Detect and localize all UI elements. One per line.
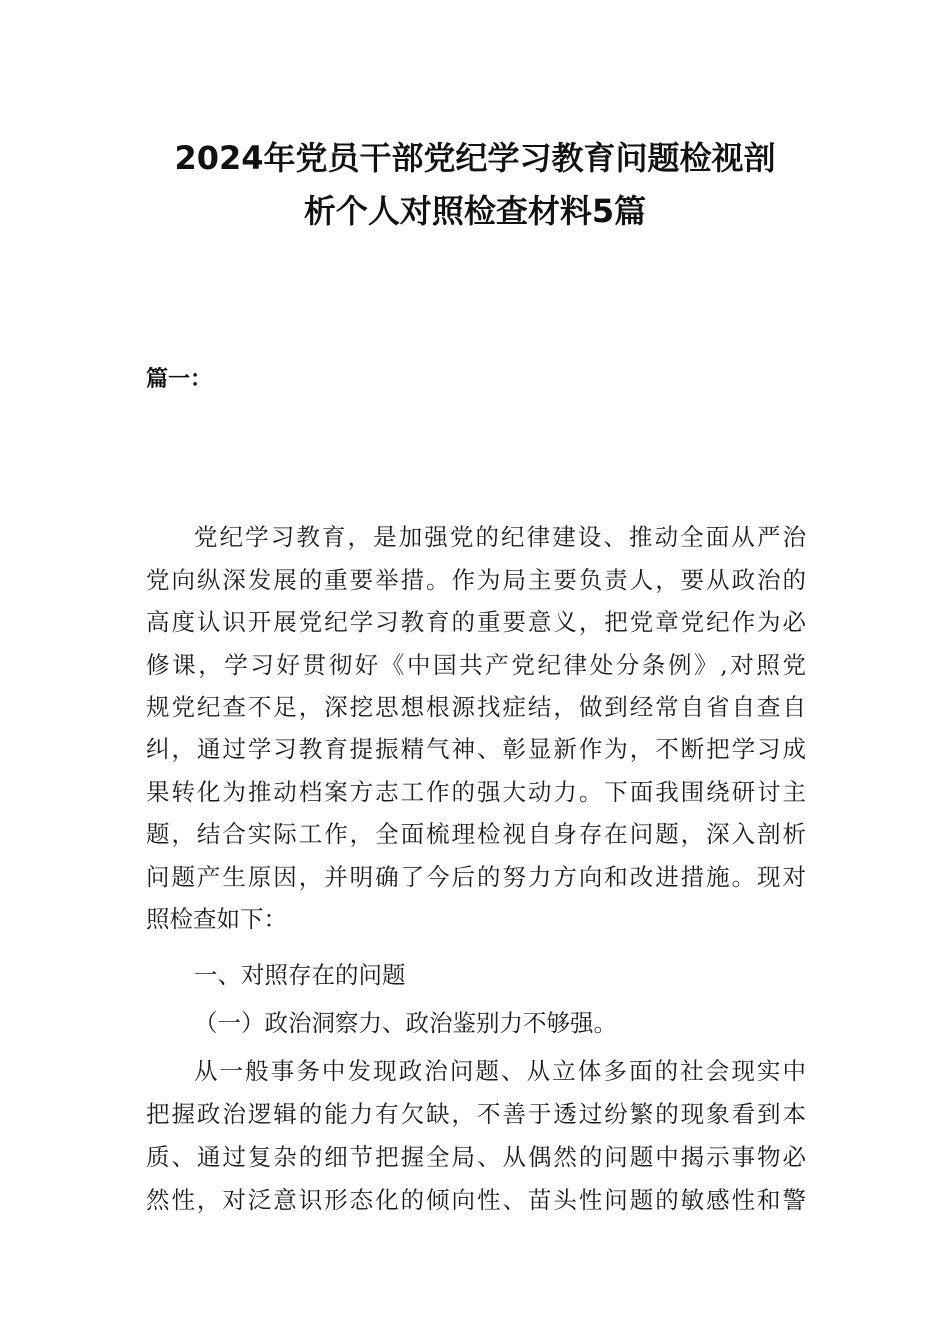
paragraph-2-line: 然性，对泛意识形态化的倾向性、苗头性问题的敏感性和警 [146,1186,806,1214]
document-title-line-2: 析个人对照检查材料5篇 [303,192,647,230]
paragraph-2-line: 从一般事务中发现政治问题、从立体多面的社会现实中 [194,1057,806,1085]
section-subheading: （一）政治洞察力、政治鉴别力不够强。 [194,1009,617,1037]
paragraph-2-line: 质、通过复杂的细节把握全局、从偶然的问题中揭示事物必 [146,1143,806,1171]
paragraph-1-line: 党纪学习教育，是加强党的纪律建设、推动全面从严治 [194,523,806,551]
paragraph-1-line: 规党纪查不足，深挖思想根源找症结，做到经常自省自查自 [146,693,806,721]
paragraph-1-line: 修课，学习好贯彻好《中国共产党纪律处分条例》,对照党 [146,651,806,679]
paragraph-1-line: 党向纵深发展的重要举措。作为局主要负责人，要从政治的 [146,566,806,594]
paragraph-1-line: 题，结合实际工作，全面梳理检视自身存在问题，深入剖析 [146,820,806,848]
section-heading: 一、对照存在的问题 [194,961,406,989]
paragraph-1-line: 果转化为推动档案方志工作的强大动力。下面我围绕研讨主 [146,778,806,806]
document-title-line-1: 2024年党员干部党纪学习教育问题检视剖 [174,139,776,177]
paragraph-1-line: 问题产生原因，并明确了今后的努力方向和改进措施。现对 [146,863,806,891]
paragraph-1-line: 高度认识开展党纪学习教育的重要意义，把党章党纪作为必 [146,608,806,636]
section-label: 篇一： [146,367,213,392]
paragraph-2-line: 把握政治逻辑的能力有欠缺，不善于透过纷繁的现象看到本 [146,1100,806,1128]
paragraph-1-line: 照检查如下： [146,905,287,933]
paragraph-1-line: 纠，通过学习教育提振精气神、彰显新作为，不断把学习成 [146,735,806,763]
